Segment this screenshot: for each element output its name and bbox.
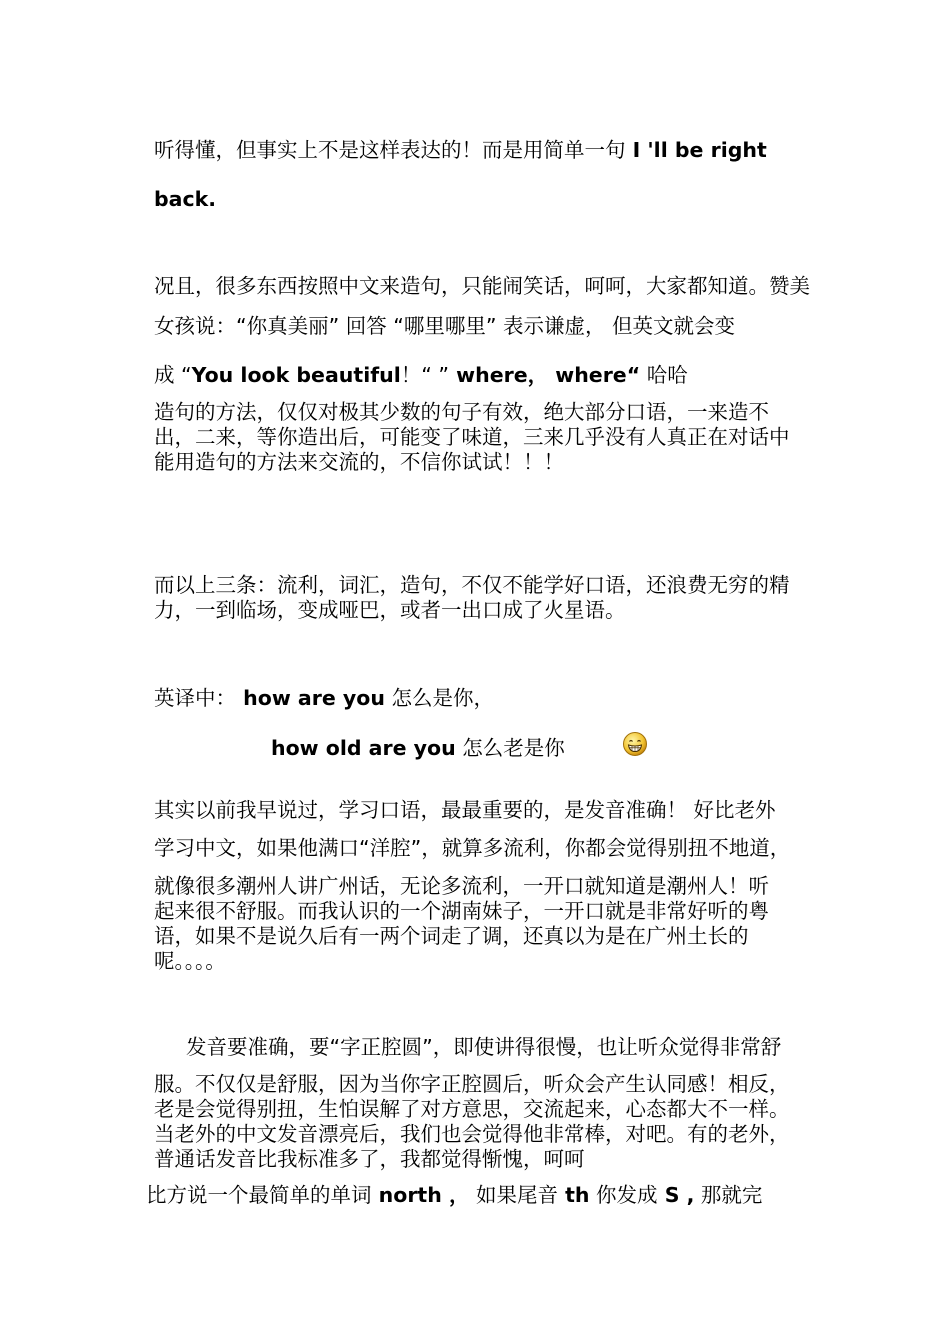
- text-cn: 怎么老是你: [455, 736, 565, 760]
- text-en: how old are you: [271, 736, 456, 760]
- text-cn: 成 “: [154, 363, 192, 387]
- para1-line2: back.: [154, 187, 217, 211]
- para4-line1: 而以上三条：流利，词汇，造句，不仅不能学好口语，还浪费无穷的精: [154, 573, 790, 597]
- text-cn: 那就完: [694, 1183, 763, 1207]
- text-en: I 'll be right: [625, 138, 767, 162]
- para7-line5: 普通话发音比我标准多了，我都觉得惭愧，呵呵: [154, 1147, 585, 1171]
- text-cn: 比方说一个最简单的单词: [146, 1183, 372, 1207]
- text-cn: 如果尾音: [469, 1183, 558, 1207]
- text-cn: 哈哈: [640, 363, 688, 387]
- para7-line2: 服。不仅仅是舒服，因为当你字正腔圆后，听众会产生认同感！相反，: [154, 1072, 790, 1096]
- para2-line3: [154, 362, 688, 388]
- para3-line2: 出，二来，等你造出后，可能变了味道，三来几乎没有人真正在对话中: [154, 425, 790, 449]
- text-cn: ！“ ”: [400, 363, 450, 387]
- para5-line1: [154, 685, 494, 711]
- para8-line1: [146, 1182, 762, 1208]
- grin-smiley-icon: [622, 731, 648, 757]
- text-en: th: [558, 1183, 590, 1207]
- text-cn: 听得懂，但事实上不是这样表达的！而是用简单一句: [154, 138, 626, 162]
- para6-line4: 起来很不舒服。而我认识的一个湖南妹子，一开口就是非常好听的粤: [154, 899, 769, 923]
- para7-line4: 当老外的中文发音漂亮后，我们也会觉得他非常棒，对吧。有的老外，: [154, 1122, 790, 1146]
- para6-line1: 其实以前我早说过，学习口语，最最重要的，是发音准确！ 好比老外: [154, 798, 776, 822]
- para7-line3: 老是会觉得别扭，生怕误解了对方意思，交流起来，心态都大不一样。: [154, 1097, 790, 1121]
- para6-line6: 呢。。。。: [154, 949, 226, 973]
- text-en: where， where“: [449, 363, 641, 387]
- para2-line1: 况且，很多东西按照中文来造句，只能闹笑话，呵呵，大家都知道。赞美: [154, 274, 810, 298]
- text-en: north ，: [371, 1183, 470, 1207]
- para6-line3: 就像很多潮州人讲广州话，无论多流利，一开口就知道是潮州人！听: [154, 874, 769, 898]
- para4-line2: 力，一到临场，变成哑巴，或者一出口成了火星语。: [154, 598, 626, 622]
- para7-line1: 发音要准确，要“字正腔圆”，即使讲得很慢，也让听众觉得非常舒: [186, 1035, 782, 1059]
- text-cn: 怎么是你，: [384, 686, 494, 710]
- para6-line2: 学习中文，如果他满口“洋腔”，就算多流利，你都会觉得别扭不地道，: [154, 836, 791, 860]
- para1-line1: [154, 137, 767, 163]
- para5-line2: [271, 735, 565, 761]
- text-cn: 英译中：: [154, 686, 236, 710]
- para3-line3: 能用造句的方法来交流的，不信你试试！！！: [154, 450, 564, 474]
- text-cn: 你发成: [589, 1183, 658, 1207]
- para6-line5: 语，如果不是说久后有一两个词走了调，还真以为是在广州土长的: [154, 924, 749, 948]
- para3-line1: 造句的方法，仅仅对极其少数的句子有效，绝大部分口语，一来造不: [154, 400, 769, 424]
- para2-line2: 女孩说：“你真美丽” 回答 “哪里哪里” 表示谦虚， 但英文就会变: [154, 314, 736, 338]
- text-en: You look beautiful: [191, 363, 401, 387]
- text-en: how are you: [236, 686, 385, 710]
- text-en: S ,: [657, 1183, 695, 1207]
